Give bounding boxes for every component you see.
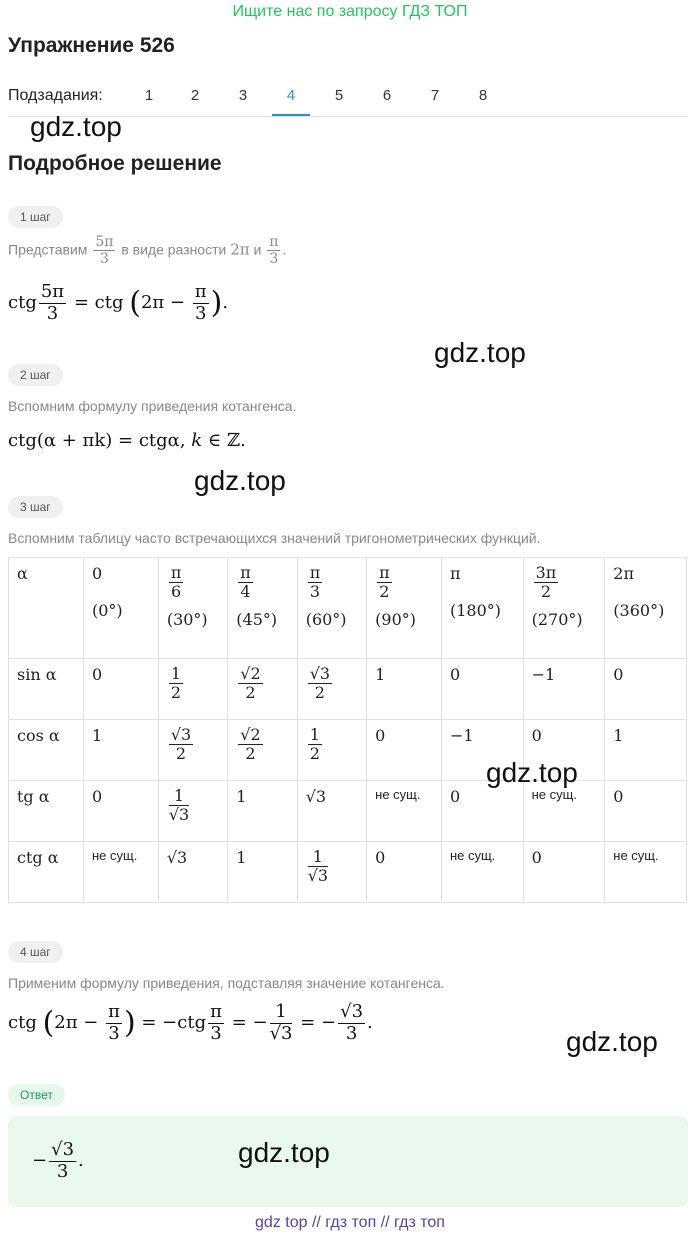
subtasks-label: Подзадания:	[8, 87, 103, 104]
table-cell: не сущ.	[523, 781, 605, 842]
table-cell: 0	[441, 659, 523, 720]
step-badge: 2 шаг	[8, 364, 63, 386]
row-label: cos α	[9, 720, 84, 781]
table-cell: 1	[367, 659, 442, 720]
table-cell: не сущ.	[605, 842, 687, 903]
trig-table	[8, 557, 687, 903]
table-cell: не сущ.	[367, 781, 442, 842]
table-cell: −1	[523, 659, 605, 720]
table-cell: $\frac{1}{2}$	[297, 720, 366, 781]
watermark: gdz.top	[194, 465, 286, 496]
row-label: ctg α	[9, 842, 84, 903]
table-cell: 0	[605, 659, 687, 720]
step-hint: Применим формулу приведения, подставляя значение котангенса.	[8, 975, 445, 991]
math-formula: ctg $\frac{5\pi}{3}$ = ctg (2π − $\frac{\pi}{3}$ ).	[8, 281, 229, 324]
step-hint: Вспомним формулу приведения котангенса.	[8, 398, 297, 414]
row-label: tg α	[9, 781, 84, 842]
row-label: sin α	[9, 659, 84, 720]
table-header-cell: 2π (360°)	[605, 558, 687, 659]
watermark: gdz.top	[30, 111, 122, 142]
tab-subtask-4[interactable]: 4	[272, 87, 310, 116]
table-row	[9, 659, 687, 720]
table-cell: $\frac{1}{√3}$	[297, 842, 366, 903]
table-cell: 0	[367, 720, 442, 781]
table-row	[9, 720, 687, 781]
table-header-cell: π (180°)	[441, 558, 523, 659]
tab-subtask-6[interactable]: 6	[382, 87, 392, 104]
table-cell: 0	[367, 842, 442, 903]
math-fraction: $\frac{\pi}{3}$	[269, 234, 279, 268]
table-cell: 0	[84, 781, 159, 842]
table-header-cell: $\frac{\pi}{3}$ (60°)	[297, 558, 366, 659]
table-cell: 1	[605, 720, 687, 781]
tab-subtask-5[interactable]: 5	[334, 87, 344, 104]
table-header-cell: 0 (0°)	[84, 558, 159, 659]
table-cell: не сущ.	[441, 842, 523, 903]
search-banner[interactable]: Ищите нас по запросу ГДЗ ТОП	[232, 3, 468, 20]
table-cell: 1	[228, 842, 297, 903]
tab-subtask-7[interactable]: 7	[430, 87, 440, 104]
math-fraction: $\frac{5\pi}{3}$	[95, 234, 114, 268]
table-cell: $\frac{√3}{2}$	[297, 659, 366, 720]
step-badge: 4 шаг	[8, 941, 63, 963]
table-cell: 0	[441, 781, 523, 842]
table-cell: 0	[523, 720, 605, 781]
table-row	[9, 781, 687, 842]
watermark: gdz.top	[238, 1137, 330, 1168]
tab-subtask-2[interactable]: 2	[190, 87, 200, 104]
table-header-cell: $\frac{\pi}{4}$ (45°)	[228, 558, 297, 659]
answer-value: − $\frac{√3}{3}$ .	[32, 1139, 84, 1182]
table-cell: не сущ.	[84, 842, 159, 903]
math-formula: ctg(α + πk) = ctgα, k ∈ ℤ.	[8, 430, 246, 451]
table-cell: 0	[523, 842, 605, 903]
step-hint: Представим $\frac{5\pi}{3}$ в виде разности 2π и $\frac{\pi}{3}$ .	[8, 234, 287, 268]
step-hint: Вспомним таблицу часто встречающихся значений тригонометрических функций.	[8, 530, 541, 546]
answer-badge: Ответ	[8, 1084, 65, 1106]
table-row	[9, 842, 687, 903]
watermark: gdz.top	[434, 337, 526, 368]
watermark: gdz.top	[566, 1026, 658, 1057]
footer-links[interactable]: gdz top // гдз топ // гдз топ	[255, 1214, 445, 1231]
table-cell: 1	[84, 720, 159, 781]
tab-subtask-3[interactable]: 3	[238, 87, 248, 104]
math-formula: ctg (2π − $\frac{\pi}{3}$ ) = −ctg $\frac{\pi}{3}$ = − $\frac{1}{√3}$ = − $\frac{√3}{3}$ .	[8, 1001, 373, 1044]
table-cell: $\frac{1}{2}$	[158, 659, 227, 720]
table-header-cell: $\frac{\pi}{6}$ (30°)	[158, 558, 227, 659]
answer-box	[8, 1116, 688, 1207]
tab-subtask-8[interactable]: 8	[478, 87, 488, 104]
table-cell: 1	[228, 781, 297, 842]
step-badge: 1 шаг	[8, 206, 63, 228]
table-cell: √3	[158, 842, 227, 903]
table-cell: 0	[84, 659, 159, 720]
table-cell: −1	[441, 720, 523, 781]
table-cell: $\frac{1}{√3}$	[158, 781, 227, 842]
step-badge: 3 шаг	[8, 496, 63, 518]
table-header-cell: $\frac{3\pi}{2}$ (270°)	[523, 558, 605, 659]
table-header-cell: α	[9, 558, 84, 659]
table-cell: √3	[297, 781, 366, 842]
table-header-row	[9, 558, 687, 659]
tab-subtask-1[interactable]: 1	[144, 87, 154, 104]
table-cell: $\frac{√3}{2}$	[158, 720, 227, 781]
table-header-cell: $\frac{\pi}{2}$ (90°)	[367, 558, 442, 659]
page-title: Упражнение 526	[8, 34, 175, 57]
table-cell: $\frac{√2}{2}$	[228, 720, 297, 781]
section-title: Подробное решение	[8, 152, 222, 175]
table-cell: $\frac{√2}{2}$	[228, 659, 297, 720]
table-cell: 0	[605, 781, 687, 842]
watermark: gdz.top	[486, 757, 578, 788]
